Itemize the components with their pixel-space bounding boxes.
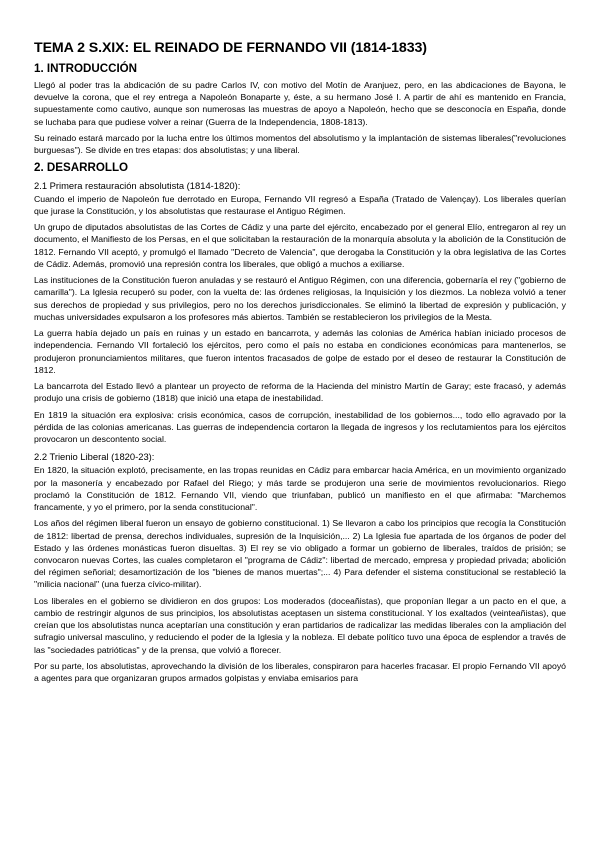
document-title: TEMA 2 S.XIX: EL REINADO DE FERNANDO VII (1814-1833) <box>34 40 427 56</box>
subsection-title-trienio: 2.2 Trienio Liberal (1820-23): <box>34 451 155 463</box>
paragraph: Por su parte, los absolutistas, aprovechando la división de los liberales, conspiraron para hacerles fracasar. El propio Fernando VII apoyó a agentes para que organizaran grupos armados golpistas y enviaba emisarios para <box>34 661 566 684</box>
paragraph: Su reinado estará marcado por la lucha entre los últimos momentos del absolutismo y la implantación de sistemas liberales("revoluciones burguesas"). Se divide en tres etapas: dos absolutistas; y una liberal. <box>34 133 566 156</box>
paragraph: En 1820, la situación explotó, precisamente, en las tropas reunidas en Cádiz para embarcar hacia América, en un movimiento organizado por la masonería y encabezado por Rafael del Riego; y más tarde se produjeron una serie de movimientos revolucionarios. Riego proclamó la Constitución de 1812. Fernando VII, viendo que triunfaban, publicó un manifiesto en el que afirmaba: "Marchemos francamente, y yo el primero, por la senda constitucional". <box>34 465 566 512</box>
paragraph: Llegó al poder tras la abdicación de su padre Carlos IV, con motivo del Motín de Aranjuez, pero, en las abdicaciones de Bayona, le devuelve la corona, que el rey entrega a Napoleón Bonaparte y, éste, a su hermano José I. A partir de ahí es mantenido en Francia, supuestamente como cautivo, aunque son numerosas las muestras de apoyo a Napoleón, hecho que se desconocía en España, donde se luchaba para que pudiese volver a reinar (Guerra de la Independencia, 1808-1813). <box>34 80 566 127</box>
section-heading-desarrollo: 2. DESARROLLO <box>34 160 129 174</box>
subsection-title-restauracion: 2.1 Primera restauración absolutista (1814-1820): <box>34 179 241 191</box>
paragraph: Los años del régimen liberal fueron un ensayo de gobierno constitucional. 1) Se llevaron a cabo los principios que recogía la Constitución de 1812: libertad de prensa, derechos individuales, supresión de la Inquisición,... 2) La Iglesia fue apartada de los órganos de poder del Estado y las órdenes monásticas fueron disueltas. 3) El rey se vio obligado a formar un gobierno de liberales, traídos de prisión; se convocaron nuevas Cortes, las cuales completaron el "programa de Cádiz": libertad de mercado, empresa y propiedad privada; abolición del régimen señorial; desamortización de los "bienes de manos muertas";... 4) Para defender el sistema constitucional se restableció la "milicia nacional" (una fuerza cívico-militar). <box>34 518 566 590</box>
paragraph: La bancarrota del Estado llevó a plantear un proyecto de reforma de la Hacienda del ministro Martín de Garay; este fracasó, y además produjo una crisis de gobierno (1818) que inició una etapa de inestabilidad. <box>34 381 566 404</box>
paragraph: Cuando el imperio de Napoleón fue derrotado en Europa, Fernando VII regresó a España (Tratado de Valençay). Los liberales querían que jurase la Constitución, y los absolutistas que restaurase el Antiguo Régimen. <box>34 193 566 216</box>
paragraph: En 1819 la situación era explosiva: crisis económica, casos de corrupción, inestabilidad de los gobiernos..., todo ello agravado por la pérdida de las colonias americanas. Las guerras de independencia cortaron la llegada de ingresos y los reclutamientos para los ejércitos provocaron un descontento social. <box>34 409 566 445</box>
paragraph: Las instituciones de la Constitución fueron anuladas y se restauró el Antiguo Régimen, con una diferencia, gobernaría el rey ("gobierno de camarilla"). La Iglesia recuperó su poder, con la vuelta de: las órdenes religiosas, la Inquisición y los diezmos. La nobleza volvió a tener sus derechos de propiedad y sus privilegios, pero no los derechos jurisdiccionales. Se eliminó la libertad de expresión y publicación, y muchas universidades expulsaron a los profesores más abiertos. También se restablecieron los privilegios de la Mesta. <box>34 275 566 322</box>
paragraph: Los liberales en el gobierno se dividieron en dos grupos: Los moderados (doceañistas), que proponían llegar a un pacto en el que, a cambio de restringir algunos de sus principios, los absolutistas aceptasen un sistema constitucional. Y los exaltados (veinteañistas), que creían que los absolutistas nunca aceptarían una constitución y eran partidarios de radicalizar las medidas liberales con la ampliación del sufragio universal masculino, y reduciendo el poder de la Iglesia y la nobleza. El debate político tuvo una época de esplendor a través de las "sociedades patrióticas" y de la prensa, que volvió a florecer. <box>34 595 566 655</box>
paragraph: La guerra había dejado un país en ruinas y un estado en bancarrota, y además las colonias de América habían iniciado procesos de independencia. Fernando VII fortaleció los ejércitos, pero como el país no estaba en condiciones económicas para mantenerlos, se produjeron pronunciamientos militares, que fueron intentos fracasados de golpe de estado por el deseo de restaurar la Constitución de 1812. <box>34 328 566 375</box>
section-heading-introduccion: 1. INTRODUCCIÓN <box>34 62 138 75</box>
paragraph: Un grupo de diputados absolutistas de las Cortes de Cádiz y una parte del ejército, encabezado por el general Elío, entregaron al rey un documento, el Manifiesto de los Persas, en el que solicitaban la restauración de la monarquía absoluta y la abolición de la Constitución de 1812. Fernando VII aceptó, y promulgó el llamado "Decreto de Valencia", que derogaba la Constitución y la obra legislativa de las Cortes de Cádiz. Además, promovió una represión contra los liberales, que obligó a muchos a exiliarse. <box>34 222 566 269</box>
